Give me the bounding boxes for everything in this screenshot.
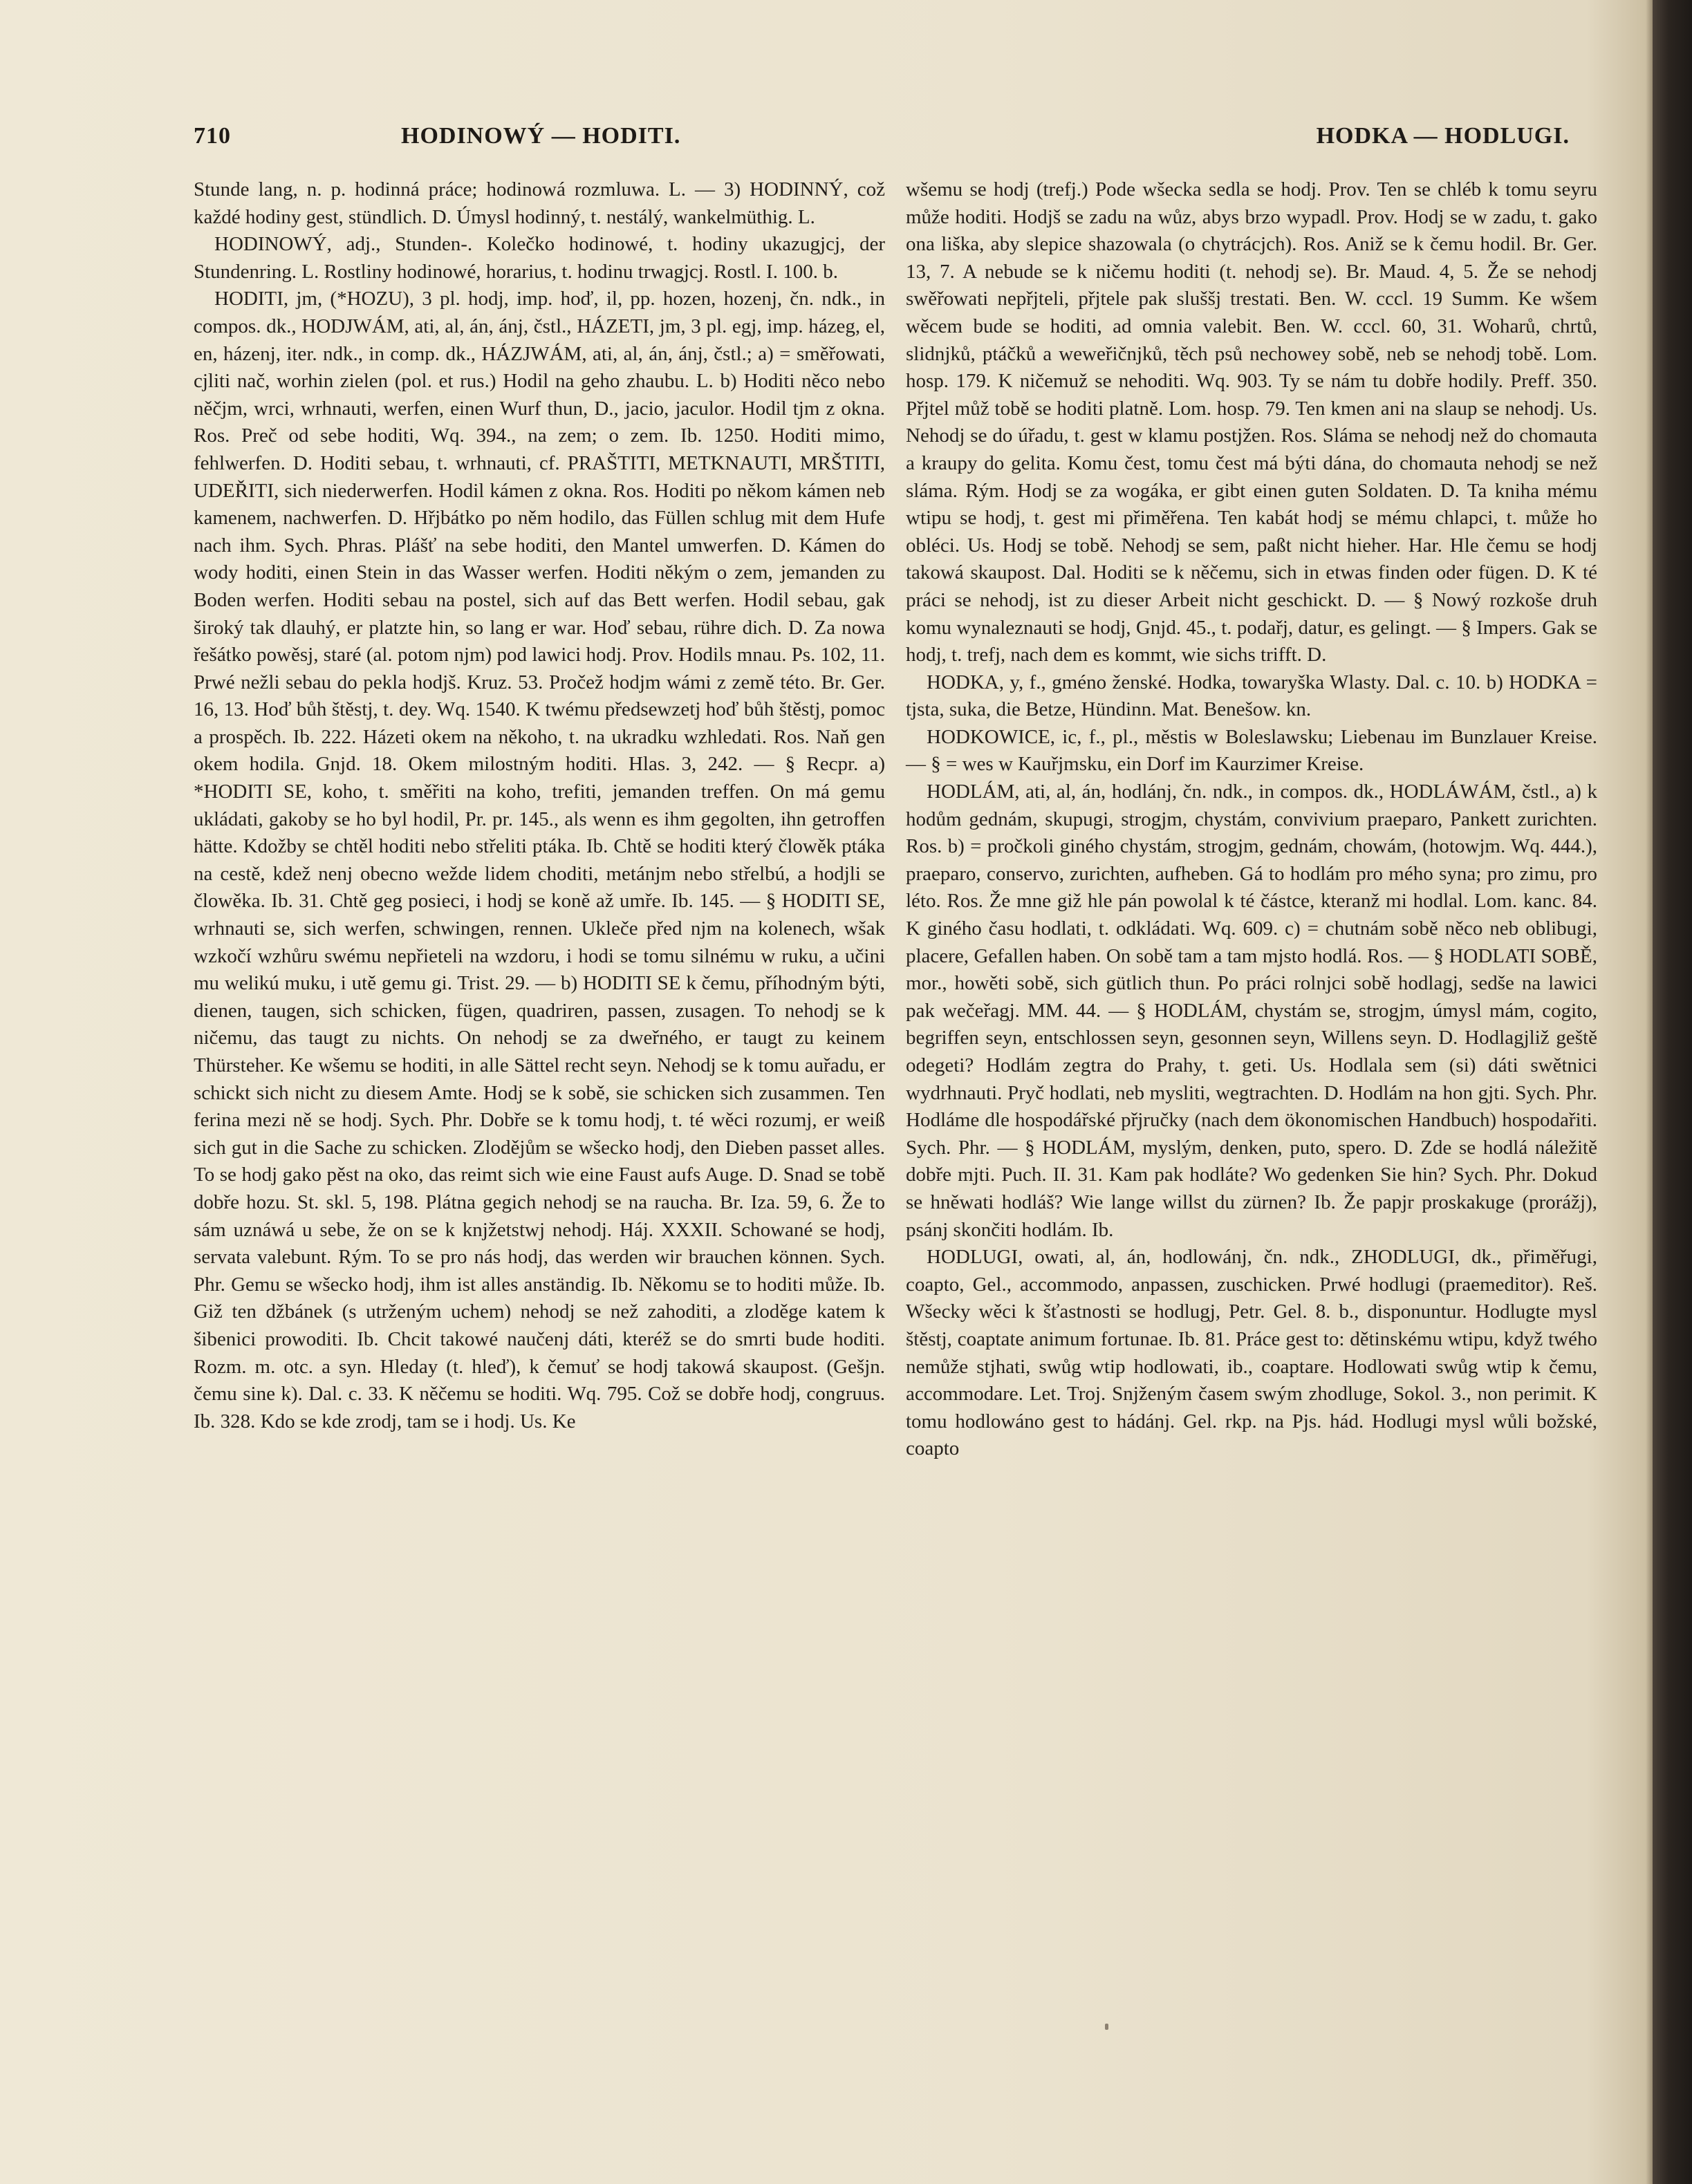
entry-hodka: HODKA, y, f., gméno ženské. Hodka, towaryška Wlasty. Dal. c. 10. b) HODKA = tjsta, suka, die Betze, Hündinn. Mat. Benešow. kn. <box>906 671 1597 721</box>
running-head <box>194 123 1570 158</box>
paper-speck <box>1105 2024 1108 2030</box>
left-column <box>194 176 885 1435</box>
entry-hoditi: HODITI, jm, (*HOZU), 3 pl. hodj, imp. hoď, il, pp. hozen, hozenj, čn. ndk., in compos. dk., HODJWÁM, ati, al, án, ánj, čstl., HÁZETI, jm, 3 pl. egj, imp. házeg, el, en, házenj, iter. ndk., in comp. dk., HÁZJWÁM, ati, al, án, ánj, čstl.; a) = směřowati, cjliti nač, worhin zielen (pol. et rus.) Hodil na geho zhaubu. L. b) Hoditi něco nebo něčjm, wrci, wrhnauti, werfen, einen Wurf thun, D., jacio, jaculor. Hodil tjm z okna. Ros. Preč od sebe hoditi, Wq. 394., na zem; o zem. Ib. 1250. Hoditi mimo, fehlwerfen. D. Hoditi sebau, t. wrhnauti, cf. PRAŠTITI, METKNAUTI, MRŠTITI, UDEŘITI, sich niederwerfen. Hodil kámen z okna. Ros. Hoditi po někom kámen neb kamenem, nachwerfen. D. Hřjbátko po něm hodilo, das Füllen schlug mit dem Hufe nach ihm. Sych. Phras. Plášť na sebe hoditi, den Mantel umwerfen. D. Kámen do wody hoditi, einen Stein in das Wasser werfen. Hoditi někým o zem, jemanden zu Boden werfen. Hoditi sebau na postel, sich auf das Bett werfen. Hodil sebau, gak široký tak dlauhý, er platzte hin, so lang er war. Hoď sebau, rühre dich. D. Za nowa řešátko powěsj, staré (al. potom njm) pod lawici hodj. Prov. Hodils mnau. Ps. 102, 11. Prwé nežli sebau do pekla hodjš. Kruz. 53. Pročež hodjm wámi z země této. Br. Ger. 16, 13. Hoď bůh štěstj, t. dey. Wq. 1540. K twému předsewzetj hoď bůh štěstj, pomoc a prospěch. Ib. 222. Házeti okem na někoho, t. na ukradku wzhledati. Ros. Naň gen okem hodila. Gnjd. 18. Okem milostným hoditi. Hlas. 3, 242. — § Recpr. a) *HODITI SE, koho, t. směřiti na koho, trefiti, jemanden treffen. On má gemu ukládati, gakoby se ho byl hodil, Pr. pr. 145., als wenn es ihm gegolten, ihn getroffen hätte. Kdožby se chtěl hoditi nebo střeliti ptáka. Ib. Chtě se hoditi který člowěk ptáka na cestě, kdež nenj obecno wežde lidem choditi, metánjm nebo střelbú, a hodjli se člowěka. Ib. 31. Chtě geg posieci, i hodj se koně až umře. Ib. 145. — § HODITI SE, wrhnauti se, sich werfen, schwingen, rennen. Ukleče před njm na kolenech, wšak wzkočí wzhůru swému nepřieteli na wzdoru, i hodi se tomu silnému w ruku, a učini mu welikú muku, i utě gemu gi. Trist. 29. — b) HODITI SE k čemu, příhodným býti, dienen, taugen, sich schicken, fügen, quadriren, passen, zusagen. To nehodj se k ničemu, das taugt zu nichts. On nehodj se za dweřného, er taugt zu keinem Thürsteher. Ke wšemu se hoditi, in alle Sättel recht seyn. Nehodj se k tomu auřadu, er schickt sich nicht zu diesem Amte. Hodj se k sobě, sie schicken sich zusammen. Ten ferina mezi ně se hodj. Sych. Phr. Dobře se k tomu hodj, t. té wěci rozumj, er weiß sich gut in die Sache zu schicken. Zlodějům se wšecko hodj, den Dieben passet alles. To se hodj gako pěst na oko, das reimt sich wie eine Faust aufs Auge. D. Snad se tobě dobře hozu. St. skl. 5, 198. Plátna gegich nehodj se na raucha. Br. Iza. 59, 6. Že to sám uznáwá u sebe, že on se k knjžetstwj nehodj. Háj. XXXII. Schowané se hodj, servata valebunt. Rým. To se pro nás hodj, das werden wir brauchen können. Sych. Phr. Gemu se wšecko hodj, ihm ist alles anständig. Ib. Někomu se to hoditi může. Ib. Giž ten džbánek (s utrženým uchem) nehodj se než zahoditi, a zloděge katem k šibenici prowoditi. Ib. Chcit takowé naučenj dáti, kteréž se do smrti bude hoditi. Rozm. m. otc. a syn. Hleday (t. hleď), k čemuť se hodj takowá skaupost. (Gešjn. čemu sine k). Dal. c. 33. K něčemu se hoditi. Wq. 795. Což se dobře hodj, congruus. Ib. 328. Kdo se kde zrodj, tam se i hodj. Us. Ke <box>194 288 885 1432</box>
entry-hoditi-continuation: wšemu se hodj (trefj.) Pode wšecka sedla se hodj. Prov. Ten se chléb k tomu seyru může hoditi. Hodjš se zadu na wůz, abys brzo wypadl. Prov. Hodj se w zadu, t. gako ona liška, aby slepice shazowala (o chytrácjch). Ros. Aniž se k čemu hodil. Br. Ger. 13, 7. A nebude se k ničemu hoditi (t. nehodj se). Br. Maud. 4, 5. Že se nehodj swěřowati nepřjteli, přjtele pak sluššj trestati. Ben. W. cccl. 19 Summ. Ke wšem wěcem bude se hoditi, ad omnia valebit. Ben. W. cccl. 60, 31. Woharů, chrtů, slidnjků, ptáčků a weweřičnjků, těch psů nechowey sobě, neb se nehodj tobě. Lom. hosp. 179. K ničemuž se nehoditi. Wq. 903. Ty se nám tu dobře hodily. Preff. 350. Přjtel můž tobě se hoditi platně. Lom. hosp. 79. Ten kmen ani na slaup se nehodj. Us. Nehodj se do úřadu, t. gest w klamu postjžen. Ros. Sláma se nehodj než do chomauta a kraupy do gelita. Komu čest, tomu čest má býti dána, do chomauta nehodj se než sláma. Rým. Hodj se za wogáka, er gibt einen guten Soldaten. D. Ta kniha mému wtipu se hodj, t. gest mi přiměřena. Ten kabát hodj se mému chlapci, t. může ho obléci. Us. Hodj se tobě. Nehodj se sem, paßt nicht hieher. Har. Hle čemu se hodj takowá skaupost. Dal. Hoditi se k něčemu, sich in etwas finden oder fügen. D. K té práci se nehodj, ist zu dieser Arbeit nicht geschickt. D. — § Nowý rozkoše druh komu wynaleznauti se hodj, Gnjd. 45., t. podařj, datur, es gelingt. — § Impers. Gak se hodj, t. trefj, nach dem es kommt, wie sichs trifft. D. <box>906 178 1597 666</box>
entry-hodkowice: HODKOWICE, ic, f., pl., městis w Boleslawsku; Liebenau im Bunzlauer Kreise. — § = wes w Kauřjmsku, ein Dorf im Kaurzimer Kreise. <box>906 725 1597 776</box>
book-spine <box>1653 0 1692 2184</box>
entry-hodinowy: HODINOWÝ, adj., Stunden-. Kolečko hodinowé, t. hodiny ukazugjcj, der Stundenring. L. Rostliny hodinowé, horarius, t. hodinu trwagjcj. Rostl. I. 100. b. <box>194 233 885 283</box>
left-running-head: HODINOWÝ — HODITI. <box>401 123 681 149</box>
entry-continuation: Stunde lang, n. p. hodinná práce; hodinowá rozmluwa. L. — 3) HODINNÝ, což každé hodiny gest, stündlich. D. Úmysl hodinný, t. nestálý, wankelmüthig. L. <box>194 178 885 228</box>
entry-hodlugi: HODLUGI, owati, al, án, hodlowánj, čn. ndk., ZHODLUGI, dk., přiměřugi, coapto, Gel., accommodo, anpassen, zuschicken. Prwé hodlugi (praemeditor). Reš. Wšecky wěci k šťastnosti se hodlugj, Petr. Gel. 8. b., disponuntur. Hodlugte mysl štěstj, coaptate animum fortunae. Ib. 81. Práce gest to: dětinskému wtipu, když twého nemůže stjhati, swůg wtip hodlowati, ib., coaptare. Hodlowati swůg wtip k čemu, accommodare. Let. Troj. Snjženým časem swým zhodluge, Sokol. 3., non perimit. K tomu hodlowáno gest to hádánj. Gel. rkp. na Pjs. hád. Hodlugi mysl wůli božské, coapto <box>906 1246 1597 1460</box>
page-number: 710 <box>194 123 231 149</box>
entry-hodlam: HODLÁM, ati, al, án, hodlánj, čn. ndk., in compos. dk., HODLÁWÁM, čstl., a) k hodům gednám, skupugi, strogjm, chystám, convivium praeparo, Pankett zurichten. Ros. b) = pročkoli giného chystám, strogjm, gednám, chowám, (hotowjm. Wq. 444.), praeparo, conservo, zurichten, aufheben. Gá to hodlám pro mého syna; pro zimu, pro léto. Ros. Že mne giž hle pán powolal k té částce, kteranž mi hodlal. Lom. kanc. 84. K giného času hodlati, t. odkládati. Wq. 609. c) = chutnám sobě něco neb oblibugi, placere, Gefallen haben. On sobě tam a tam mjsto hodlá. Ros. — § HODLATI SOBĚ, mor., howěti sobě, sich gütlich thun. Po práci rolnjci sobě hodlagj, sedše na lawici pak wečeřagj. MM. 44. — § HODLÁM, chystám se, strogjm, úmysl mám, cogito, begriffen seyn, entschlossen seyn, gesonnen seyn, Willens seyn. D. Hodlagjliž geště odegeti? Hodlám zegtra do Prahy, t. geti. Us. Hodlala sem (si) dáti swětnici wydrhnauti. Pryč hodlati, neb mysliti, wegtrachten. D. Hodlám na hon gjti. Sych. Phr. Hodláme dle hospodářské přjručky (nach dem ökonomischen Handbuch) hospodařiti. Sych. Phr. — § HODLÁM, myslým, denken, puto, spero. D. Zde se hodlá náležitě dobře mjti. Puch. II. 31. Kam pak hodláte? Wo gedenken Sie hin? Sych. Phr. Dokud se hněwati hodláš? Wie lange willst du zürnen? Ib. Že papjr proskakuge (prorážj), psánj skončiti hodlám. Ib. <box>906 781 1597 1241</box>
right-running-head: HODKA — HODLUGI. <box>1316 123 1570 149</box>
right-column <box>906 176 1597 1463</box>
binding-shadow <box>1646 0 1653 2184</box>
